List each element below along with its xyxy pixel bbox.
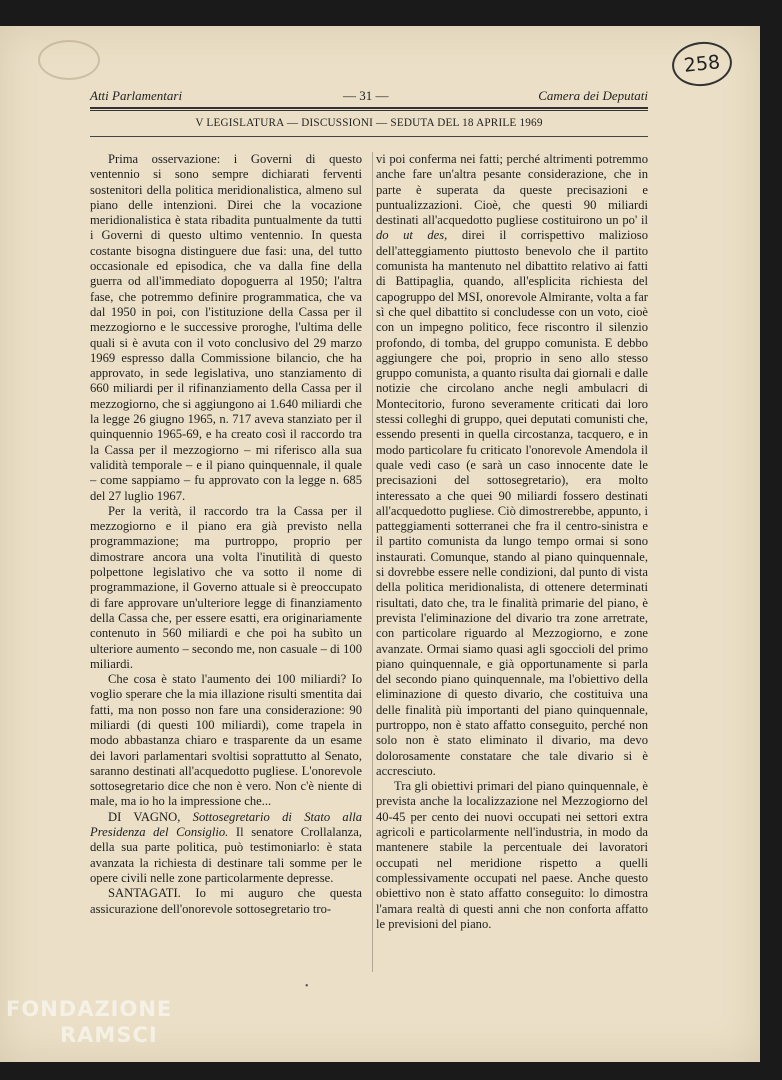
archive-watermark [6,996,172,1048]
paragraph [376,152,648,779]
text-run: direi il corrispettivo malizioso dell'atteggiamento piuttosto benevolo che il partito comunista ha mantenuto nel dibattito relativo ai fatti di Battipaglia, quando, all'esplicita richiesta del capogruppo del MSI, onorevole Almirante, volta a far sì che quel dibattito si concludesse con un voto, cioè con un impegno politico, fece riscontro il silenzio profondo, di tomba, del gruppo comunista. E debbo aggiungere che poi, proprio in seno allo stesso gruppo comunista, a quanto risulta dai giornali e dalle notizie che circolano anche negli ambulacri di Montecitorio, furono severamente criticati dai loro stessi colleghi di gruppo, quei deputati comunisti che, essendo presenti in quella circostanza, tacquero, e in modo particolare fu criticato l'onorevole Amendola il quale vedi caso (e sarà un caso innocente date le precisazioni del sottosegretario), era molto interessato a che quei 90 miliardi fossero destinati all'acquedotto pugliese. Ciò dimostrerebbe, appunto, i patteggiamenti sotterranei che fra il centro-sinistra e il partito comunista da lungo tempo ormai si sono instaurati. Comunque, stando al piano quinquennale, si dovrebbe essere nelle condizioni, dal punto di vista della politica meridionalista, di ottenere determinati risultati, dato che, tra le finalità primarie del piano, è prevista l'eliminazione del divario tra zone arretrate, con particolare riguardo al Mezzogiorno, e zone avanzate. Ormai siamo quasi agli sgoccioli del primo piano quinquennale, e già opportunamente si parla del secondo piano quinquennale, ma l'obiettivo della eliminazione di questo divario, che costituiva una delle finalità più importanti del piano quinquennale, purtroppo, non è stato affatto conseguito, perché non solo non è stato eliminato il divario, ma devo dolorosamente constatare che tale divario si è accresciuto. [376,228,649,778]
left-column [90,152,362,917]
latin-phrase: do ut des, [376,228,448,243]
speech-text: Il senatore Crollalanza, della sua parte politica, può testimoniarlo: è stata avanzata la richiesta di destinare tali somme per le opere civili nelle zone particolarmente depresse. [90,825,362,885]
header-rule-thin [90,110,648,111]
header-page-number: — 31 — [343,88,389,103]
session-subheader: V LEGISLATURA — DISCUSSIONI — SEDUTA DEL 18 APRILE 1969 [195,117,543,129]
speaker-paragraph [90,810,362,886]
watermark-line-1: FONDAZIONE [6,997,173,1021]
paragraph: Tra gli obiettivi primari del piano quinquennale, è prevista anche la localizzazione nel Mezzogiorno del 40-45 per cento dei nuovi occupati nei settori extra agricoli e particolarmente nell'industria, in modo da mantenere stabile la percentuale dei lavoratori occupati nel meridione rispetto a quelli complessivamente occupati nel paese. Anche questo obiettivo non è stato affatto conseguito: lo dimostra l'amara realtà di questi anni che non conforta affatto le previsioni del piano. [376,779,648,931]
subheader-rule [90,136,648,137]
speaker-name: SANTAGATI. [108,886,181,901]
faded-archive-stamp [38,40,100,80]
speaker-paragraph [90,886,362,917]
watermark-line-2: RAMSCI [60,1023,158,1047]
paragraph: Che cosa è stato l'aumento dei 100 miliardi? Io voglio sperare che la mia illazione risulti smentita dai fatti, ma non posso non fare una considerazione: 90 miliardi (di questi 100 miliardi), come trapela in modo abbastanza chiaro e trasparente da un esame dei lavori parlamentari svoltisi soprattutto al Senato, saranno destinati all'acquedotto pugliese. L'onorevole sottosegretario dice che non è vero. Non c'è niente di male, ma io ho la impressione che... [90,672,362,809]
text-run: vi poi conferma nei fatti; perché altrimenti potremmo anche fare un'altra pesante considerazione, che in parte è superata da queste precisazioni e puntualizzazioni. Cioè, che questi 90 miliardi destinati all'acquedotto pugliese costituirono un po' il [376,152,648,228]
running-header [90,88,648,106]
page-mark: • [305,981,309,992]
right-column [376,152,648,932]
header-left: Atti Parlamentari [90,88,183,103]
paragraph: Prima osservazione: i Governi di questo ventennio si sono sempre dichiarati ferventi sostenitori della politica meridionalistica, almeno sul piano delle intenzioni. Direi che la vocazione meridionalistica è stata ribadita puntualmente da tutti i Governi di questo ultimo ventennio. In questa costante bisogna distinguere due fasi: una, del tutto occasionale ed episodica, che va dalla fine della guerra od all'immediato dopoguerra al 1950; l'altra fase, che potremmo definire programmatica, che va dal 1950 in poi, con l'istituzione della Cassa per il mezzogiorno e le successive proroghe, l'ultima delle quali si è avuta con il voto conclusivo del 29 marzo 1969 espresso dalla Commissione bilancio, che ha approvato, in sede legislativa, uno stanziamento di 660 miliardi per il rifinanziamento della Cassa per il mezzogiorno, che si aggiungono ai 1.640 miliardi che la legge 26 giugno 1965, n. 717 aveva stanziato per il quinquennio 1965-69, e ha creato così il raccordo tra la Cassa per il mezzogiorno – mi riferisco alla sua validità temporale – e il piano quinquennale, il quale – come sappiamo – fu approvato con la legge n. 685 del 27 luglio 1967. [90,152,362,503]
speaker-name: DI VAGNO, [108,809,181,824]
speaker-role: Sottosegretario di Stato alla Presidenza del Consiglio. [90,809,362,840]
column-separator [372,152,373,972]
stamp-number: 258 [682,51,722,77]
header-rule [90,107,648,109]
paragraph: Per la verità, il raccordo tra la Cassa per il mezzogiorno e il piano era già previsto nella programmazione; ma purtroppo, proprio per dimostrare ancora una volta l'inutilità di questo polpettone legislativo che va sotto il nome di programmazione, il Governo attuale si è preoccupato di fare approvare un'ulteriore legge di finanziamento della Cassa che, per essere esatti, era originariamente contenuto in 560 miliardi e che poi ha subìto un ulteriore aumento – secondo me, non casuale – di 100 miliardi. [90,503,362,671]
speech-text: Io mi auguro che questa assicurazione dell'onorevole sottosegretario tro- [90,886,362,916]
header-right: Camera dei Deputati [538,88,648,103]
